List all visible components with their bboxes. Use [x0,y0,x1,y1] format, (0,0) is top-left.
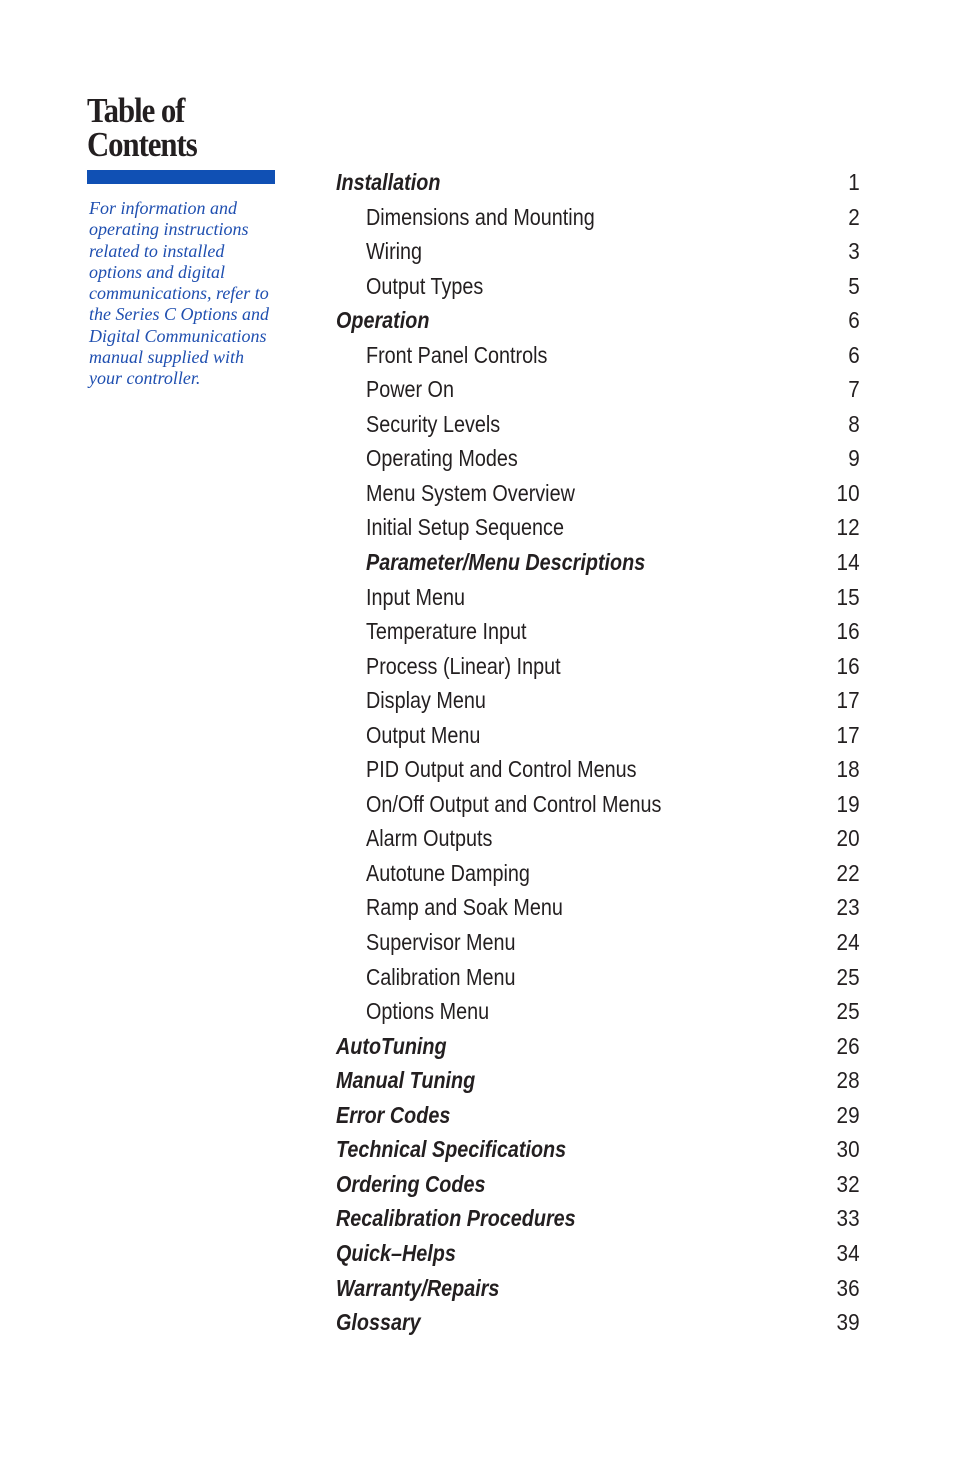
toc-entry-label: Security Levels [366,410,501,437]
toc-subsection-entry [336,200,860,235]
toc-subsection-entry [336,580,860,615]
toc-subsection-entry [336,890,860,925]
toc-entry-label: Dimensions and Mounting [366,203,595,230]
toc-entry-page-number: 17 [836,721,860,748]
toc-section-entry [336,1236,860,1271]
toc-entry-page-number: 19 [836,790,860,817]
toc-entry-label: Ordering Codes [336,1170,486,1197]
toc-entry-page-number: 16 [836,652,860,679]
toc-entry-label: Output Menu [366,721,481,748]
toc-entry-page-number: 1 [848,169,860,195]
toc-subsection-entry [336,649,860,684]
toc-entry-page-number: 9 [848,445,860,472]
toc-entry-page-number: 20 [836,825,860,852]
toc-entry-label: Quick–Helps [336,1239,456,1266]
toc-section-entry [336,1201,860,1236]
toc-entry-label: Front Panel Controls [366,341,548,368]
toc-entry-page-number: 8 [848,410,860,437]
toc-subsection-entry [336,234,860,269]
toc-entry-page-number: 17 [836,687,860,714]
toc-entry-page-number: 22 [836,859,860,886]
toc-entry-label: Warranty/Repairs [336,1274,500,1301]
toc-entry-label: Supervisor Menu [366,929,516,956]
toc-entry-page-number: 25 [836,998,860,1025]
toc-section-entry [336,1098,860,1133]
toc-entry-label: Error Codes [336,1101,451,1128]
toc-section-entry [336,1132,860,1167]
toc-entry-page-number: 10 [836,479,860,506]
toc-subsection-entry [336,960,860,995]
toc-section-entry [336,1167,860,1202]
toc-entry-page-number: 2 [848,203,860,230]
toc-entry-label: On/Off Output and Control Menus [366,790,662,817]
toc-section-entry [336,303,860,338]
toc-subsection-entry [336,856,860,891]
toc-entry-page-number: 7 [848,376,860,403]
toc-subsection-entry [336,683,860,718]
toc-subsection-entry [336,372,860,407]
toc-entry-label: Input Menu [366,583,465,610]
page-title-line-1: Table of [87,91,185,130]
toc-subsection-entry [336,441,860,476]
toc-section-entry [336,1305,860,1340]
toc-entry-label: AutoTuning [336,1032,447,1059]
toc-entry-label: Operation [336,307,430,334]
toc-section-entry [336,165,860,200]
toc-entry-page-number: 15 [836,583,860,610]
toc-entry-page-number: 28 [836,1067,860,1094]
toc-entry-page-number: 30 [836,1136,860,1163]
toc-subsection-entry [336,787,860,822]
toc-entry-page-number: 24 [836,929,860,956]
toc-entry-label: Recalibration Procedures [336,1205,576,1232]
toc-entry-label: Installation [336,169,441,195]
toc-subsection-entry [336,994,860,1029]
toc-entry-page-number: 12 [836,514,860,541]
toc-entry-label: Temperature Input [366,618,527,645]
toc-subsection-entry [336,752,860,787]
toc-entry-label: Calibration Menu [366,963,516,990]
toc-subsection-entry [336,545,860,580]
toc-entry-page-number: 33 [836,1205,860,1232]
toc-subsection-entry [336,510,860,545]
page-title [87,91,263,164]
toc-entry-page-number: 32 [836,1170,860,1197]
toc-entry-label: PID Output and Control Menus [366,756,637,783]
toc-entry-page-number: 25 [836,963,860,990]
toc-entry-label: Process (Linear) Input [366,652,561,679]
toc-subsection-entry [336,718,860,753]
toc-section-entry [336,1063,860,1098]
toc-entry-label: Glossary [336,1309,421,1336]
toc-subsection-entry [336,821,860,856]
toc-subsection-entry [336,476,860,511]
toc-entry-label: Display Menu [366,687,486,714]
toc-entry-page-number: 14 [836,549,860,576]
toc-entry-page-number: 3 [848,238,860,265]
toc-subsection-entry [336,925,860,960]
toc-section-entry [336,1029,860,1064]
toc-entry-page-number: 39 [836,1309,860,1336]
toc-section-entry [336,1271,860,1306]
toc-entry-page-number: 34 [836,1239,860,1266]
page-title-line-2: Contents [87,125,197,164]
toc-entry-label: Menu System Overview [366,479,575,506]
toc-entry-label: Technical Specifications [336,1136,567,1163]
toc-entry-page-number: 36 [836,1274,860,1301]
toc-entry-label: Power On [366,376,454,403]
sidebar-note: For information and operating instructions related to installed options and digital communications, refer to the Series C Options and Digital Communications manual supplied with your controller. [89,198,269,389]
toc-entry-label: Initial Setup Sequence [366,514,564,541]
toc-entry-label: Alarm Outputs [366,825,493,852]
toc-subsection-entry [336,269,860,304]
toc-entry-label: Operating Modes [366,445,518,472]
toc-entry-page-number: 18 [836,756,860,783]
toc-entry-label: Autotune Damping [366,859,530,886]
toc-entry-page-number: 5 [848,272,860,299]
toc-entry-page-number: 6 [848,341,860,368]
toc-entry-label: Output Types [366,272,484,299]
toc-entry-page-number: 23 [836,894,860,921]
toc-entry-page-number: 6 [848,307,860,334]
toc-entry-label: Manual Tuning [336,1067,476,1094]
toc-entry-label: Parameter/Menu Descriptions [366,549,646,576]
table-of-contents-list [336,165,860,1340]
toc-entry-page-number: 16 [836,618,860,645]
toc-entry-page-number: 29 [836,1101,860,1128]
toc-entry-label: Options Menu [366,998,490,1025]
toc-entry-page-number: 26 [836,1032,860,1059]
toc-subsection-entry [336,338,860,373]
toc-subsection-entry [336,614,860,649]
toc-entry-label: Ramp and Soak Menu [366,894,563,921]
toc-entry-label: Wiring [366,238,423,265]
toc-subsection-entry [336,407,860,442]
title-accent-bar [87,170,275,184]
